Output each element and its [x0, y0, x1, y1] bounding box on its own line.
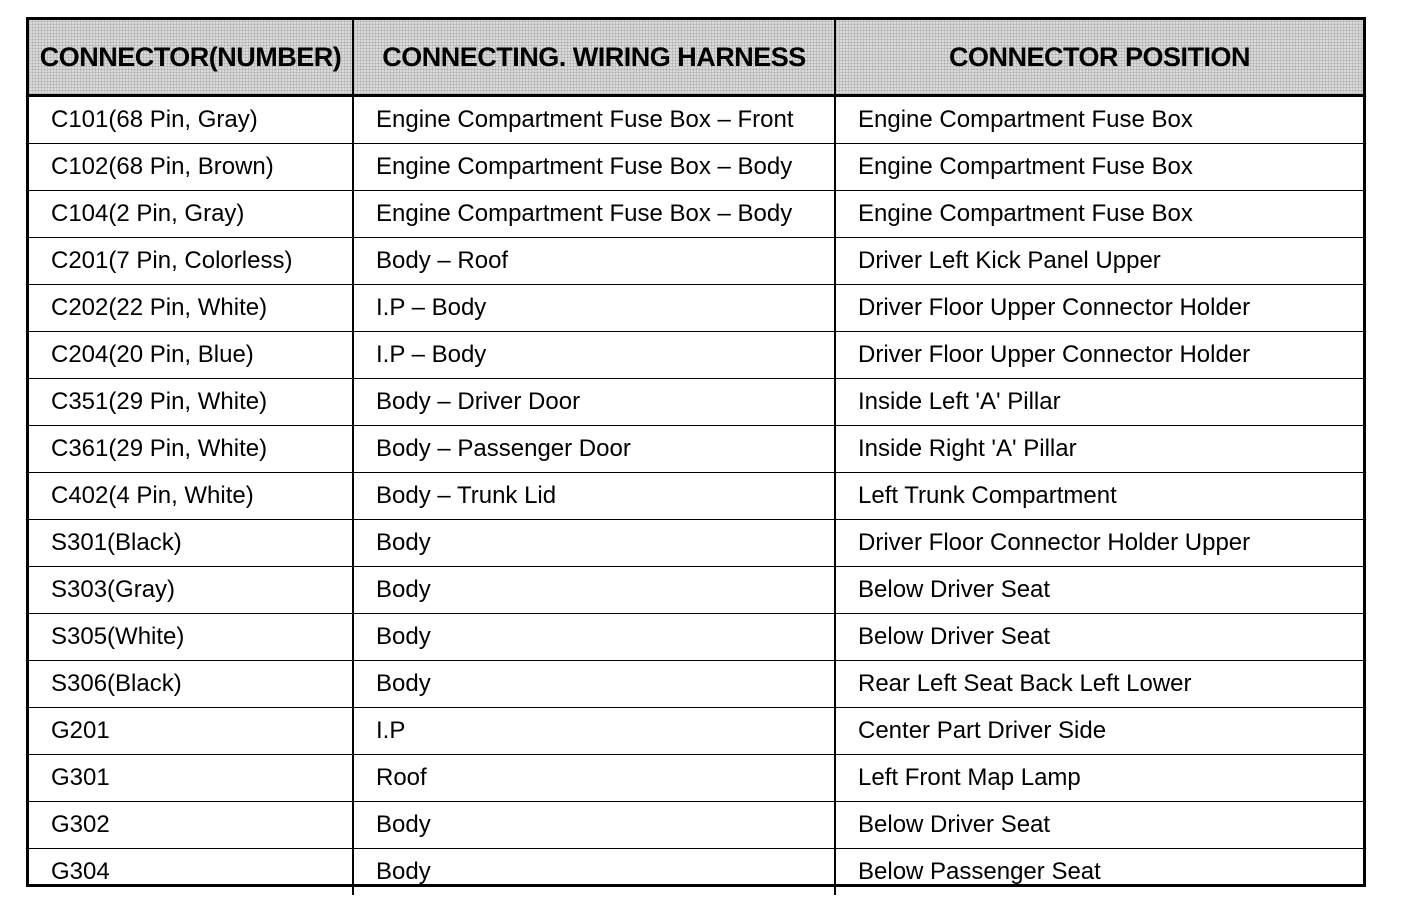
table-row	[29, 614, 1363, 661]
header-connector-number: CONNECTOR(NUMBER)	[29, 20, 353, 96]
cell-connector-number: C402(4 Pin, White)	[29, 473, 353, 520]
cell-wiring-harness: Body	[353, 520, 835, 567]
cell-wiring-harness: Body – Passenger Door	[353, 426, 835, 473]
cell-wiring-harness: I.P – Body	[353, 332, 835, 379]
connector-table-grid	[29, 20, 1363, 895]
cell-wiring-harness: Body – Roof	[353, 238, 835, 285]
cell-connector-position: Engine Compartment Fuse Box	[835, 96, 1363, 144]
table-row	[29, 332, 1363, 379]
table-row	[29, 755, 1363, 802]
cell-wiring-harness: Body	[353, 802, 835, 849]
cell-wiring-harness: Body – Driver Door	[353, 379, 835, 426]
cell-connector-position: Inside Left 'A' Pillar	[835, 379, 1363, 426]
cell-connector-position: Left Front Map Lamp	[835, 755, 1363, 802]
cell-connector-number: S305(White)	[29, 614, 353, 661]
table-row	[29, 473, 1363, 520]
table-row	[29, 96, 1363, 144]
table-row	[29, 285, 1363, 332]
cell-connector-position: Center Part Driver Side	[835, 708, 1363, 755]
cell-wiring-harness: Body – Trunk Lid	[353, 473, 835, 520]
cell-connector-number: C104(2 Pin, Gray)	[29, 191, 353, 238]
header-row	[29, 20, 1363, 96]
cell-connector-position: Below Driver Seat	[835, 802, 1363, 849]
table-row	[29, 426, 1363, 473]
cell-connector-position: Driver Floor Upper Connector Holder	[835, 285, 1363, 332]
table-row	[29, 661, 1363, 708]
cell-connector-number: C101(68 Pin, Gray)	[29, 96, 353, 144]
cell-connector-position: Engine Compartment Fuse Box	[835, 191, 1363, 238]
cell-connector-position: Below Driver Seat	[835, 614, 1363, 661]
table-row	[29, 379, 1363, 426]
cell-connector-number: G302	[29, 802, 353, 849]
cell-wiring-harness: Body	[353, 849, 835, 896]
cell-connector-position: Driver Floor Upper Connector Holder	[835, 332, 1363, 379]
header-wiring-harness: CONNECTING. WIRING HARNESS	[353, 20, 835, 96]
cell-connector-position: Below Driver Seat	[835, 567, 1363, 614]
cell-connector-number: G304	[29, 849, 353, 896]
cell-connector-position: Engine Compartment Fuse Box	[835, 144, 1363, 191]
cell-connector-number: S303(Gray)	[29, 567, 353, 614]
table-row	[29, 708, 1363, 755]
table-row	[29, 802, 1363, 849]
cell-connector-number: G201	[29, 708, 353, 755]
cell-connector-position: Driver Floor Connector Holder Upper	[835, 520, 1363, 567]
cell-connector-position: Inside Right 'A' Pillar	[835, 426, 1363, 473]
table-row	[29, 567, 1363, 614]
cell-connector-number: S301(Black)	[29, 520, 353, 567]
cell-connector-number: G301	[29, 755, 353, 802]
cell-wiring-harness: I.P	[353, 708, 835, 755]
cell-connector-number: S306(Black)	[29, 661, 353, 708]
cell-connector-number: C202(22 Pin, White)	[29, 285, 353, 332]
cell-connector-position: Below Passenger Seat	[858, 858, 1101, 885]
cell-wiring-harness: Engine Compartment Fuse Box – Body	[353, 191, 835, 238]
cell-connector-position: Rear Left Seat Back Left Lower	[835, 661, 1363, 708]
table-row	[29, 520, 1363, 567]
connector-table	[26, 17, 1366, 887]
table-header	[29, 20, 1363, 96]
header-connector-position: CONNECTOR POSITION	[835, 20, 1363, 96]
cell-connector-position: Driver Left Kick Panel Upper	[835, 238, 1363, 285]
cell-connector-number: C351(29 Pin, White)	[29, 379, 353, 426]
cell-wiring-harness: Body	[353, 567, 835, 614]
table-row	[29, 191, 1363, 238]
cell-wiring-harness: Engine Compartment Fuse Box – Front	[353, 96, 835, 144]
cell-connector-number: C201(7 Pin, Colorless)	[29, 238, 353, 285]
cell-connector-position: Left Trunk Compartment	[835, 473, 1363, 520]
table-row	[29, 849, 1363, 896]
cell-wiring-harness: Body	[353, 661, 835, 708]
cell-wiring-harness: Engine Compartment Fuse Box – Body	[353, 144, 835, 191]
cell-connector-number: C204(20 Pin, Blue)	[29, 332, 353, 379]
cell-connector-number: C102(68 Pin, Brown)	[29, 144, 353, 191]
cell-connector-number: C361(29 Pin, White)	[29, 426, 353, 473]
table-row	[29, 238, 1363, 285]
table-body	[29, 96, 1363, 896]
cell-wiring-harness: Body	[353, 614, 835, 661]
cell-wiring-harness: Roof	[353, 755, 835, 802]
table-row	[29, 144, 1363, 191]
cell-wiring-harness: I.P – Body	[353, 285, 835, 332]
